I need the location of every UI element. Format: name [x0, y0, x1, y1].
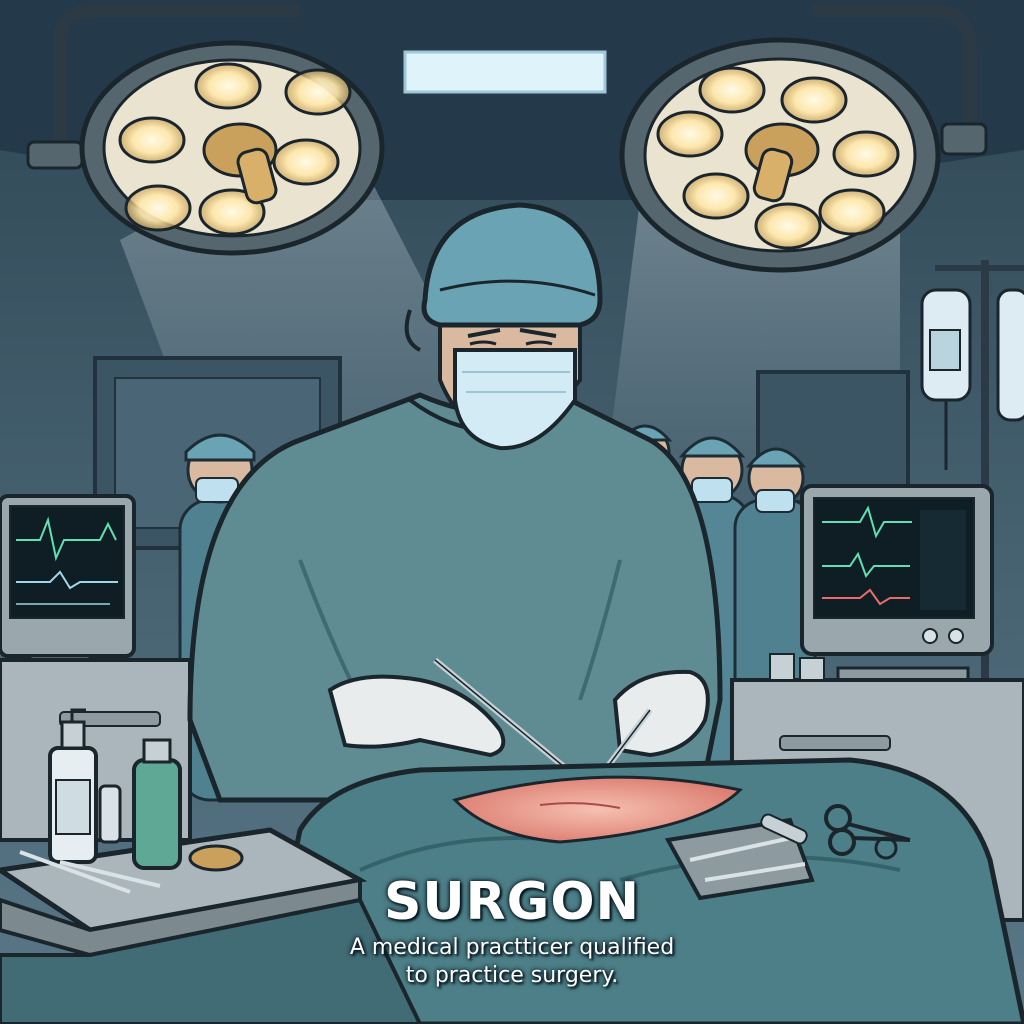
definition-line-1: A medical practticer qualified [349, 935, 675, 960]
title-word: SURGON [383, 872, 641, 932]
definition-line-2: to practice surgery. [405, 963, 619, 988]
